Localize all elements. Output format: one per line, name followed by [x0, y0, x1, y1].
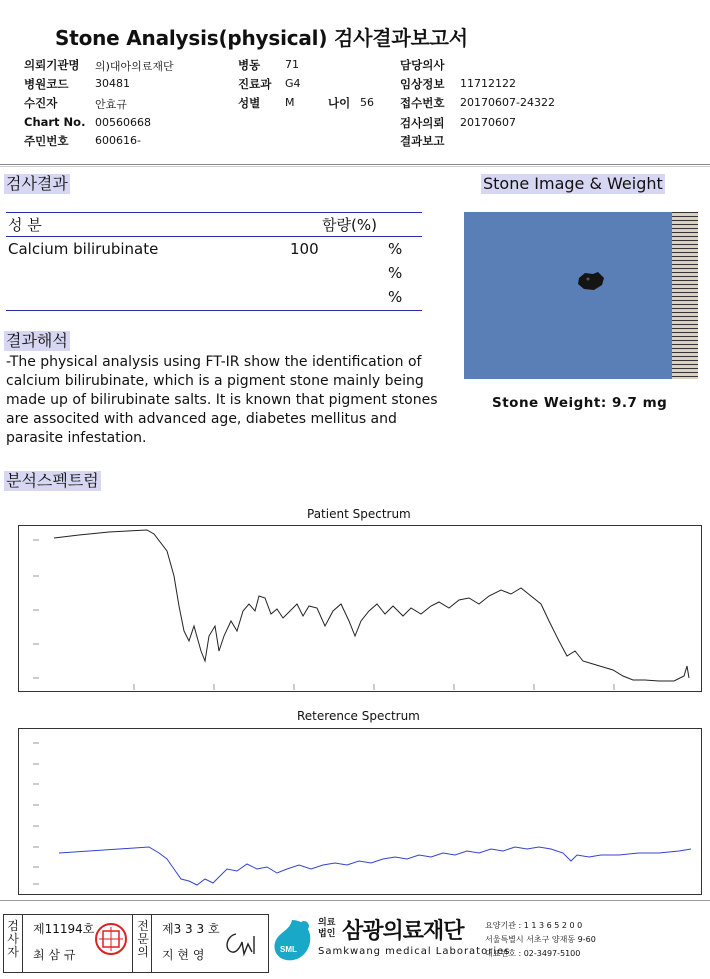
- results-table-header-line: [6, 236, 422, 237]
- resident-value: 600616-: [95, 134, 141, 147]
- report-title: Stone Analysis(physical) 검사결과보고서: [55, 26, 468, 50]
- institution-label: 의뢰기관명: [24, 58, 80, 72]
- examiner-seal-icon: [94, 922, 128, 956]
- stone-weight-label: Stone Weight:: [492, 395, 607, 411]
- patient-spectrum-plot: [18, 525, 702, 692]
- clinical-value: 11712122: [460, 77, 516, 90]
- sex-label: 성별: [238, 96, 261, 110]
- approver-license-no: 제3 3 3 호: [162, 922, 220, 936]
- header-divider-shadow: [0, 166, 710, 167]
- result-value-1: 100: [290, 240, 319, 258]
- dept-label: 진료과: [238, 77, 272, 91]
- examiner-license-no: 제11194호: [33, 922, 95, 936]
- stone-weight: [492, 395, 667, 411]
- stone-photo: [464, 212, 698, 379]
- org-prefix-bottom: 법인: [318, 929, 336, 939]
- doctor-label: 담당의사: [400, 58, 445, 72]
- result-unit-2: %: [388, 264, 403, 282]
- org-prefix-top: 의료: [318, 918, 336, 928]
- patient-value: 안효규: [95, 98, 127, 111]
- age-label: 나이: [328, 96, 351, 110]
- org-address: 서울특별시 서초구 양재동 9-60: [485, 935, 596, 944]
- results-section-title: 검사결과: [6, 174, 68, 193]
- reference-spectrum-svg: [19, 729, 701, 894]
- hospital-code-label: 병원코드: [24, 77, 69, 91]
- chart-label: Chart No.: [24, 115, 86, 129]
- stone-weight-value: 9.7 mg: [611, 395, 668, 411]
- ward-label: 병동: [238, 58, 261, 72]
- results-table-bottom-line: [6, 310, 422, 311]
- institution-value: 의)대아의료재단: [95, 60, 174, 73]
- results-col-component: 성 분: [8, 216, 42, 234]
- stone-specimen-icon: [576, 270, 606, 292]
- stone-section-title: Stone Image & Weight: [483, 174, 663, 193]
- age-value: 56: [360, 96, 374, 109]
- ruler-scale: [672, 212, 698, 379]
- ward-value: 71: [285, 58, 299, 71]
- request-value: 20170607: [460, 116, 516, 129]
- receipt-value: 20170607-24322: [460, 96, 555, 109]
- patient-spectrum-title: Patient Spectrum: [307, 507, 411, 521]
- footer: [0, 906, 710, 979]
- header-divider: [0, 164, 710, 165]
- patient-spectrum-svg: [19, 526, 701, 691]
- reference-spectrum-plot: [18, 728, 702, 895]
- org-name: 삼광의료재단: [342, 919, 464, 944]
- footer-divider: [0, 900, 710, 901]
- examiner-vertical-label: 검사자: [7, 919, 19, 959]
- request-label: 검사의뢰: [400, 116, 445, 130]
- approver-signature-icon: [222, 928, 262, 958]
- org-english-name: Samkwang medical Laboratories: [318, 946, 511, 957]
- reference-spectrum-title: Reterence Spectrum: [297, 709, 420, 723]
- spectrum-section-title: 분석스펙트럼: [6, 471, 99, 490]
- interpretation-section-title: 결과해석: [6, 331, 68, 350]
- org-prefix: [318, 918, 335, 940]
- hospital-code-value: 30481: [95, 77, 130, 90]
- logo-badge-text: SML: [280, 945, 297, 954]
- report-label: 결과보고: [400, 134, 445, 148]
- patient-label: 수진자: [24, 96, 58, 110]
- result-component-1: Calcium bilirubinate: [8, 240, 159, 258]
- examiner-name: 최 삼 규: [33, 948, 76, 962]
- result-unit-1: %: [388, 240, 403, 258]
- approver-name: 지 현 영: [162, 948, 205, 962]
- results-col-content: 함량(%): [322, 216, 377, 234]
- resident-label: 주민번호: [24, 134, 69, 148]
- results-table-top-line: [6, 212, 422, 213]
- result-unit-3: %: [388, 288, 403, 306]
- samkwang-logo-icon: [270, 916, 314, 966]
- chart-value: 00560668: [95, 116, 151, 129]
- org-phone: 대표번호 : 02-3497-5100: [485, 949, 581, 958]
- org-code: 요양기관 : 1 1 3 6 5 2 0 0: [485, 921, 583, 930]
- dept-value: G4: [285, 77, 301, 90]
- clinical-label: 임상정보: [400, 77, 445, 91]
- interpretation-text: -The physical analysis using FT-IR show the identification of calcium bilirubinate, which is a pigment stone mainly being made up of bilirubinate salts. It is known that pigment stones are associted with advanced age, diabetes mellitus and parasite infestation.: [6, 354, 438, 446]
- sex-value: M: [285, 96, 295, 109]
- receipt-label: 접수번호: [400, 96, 445, 110]
- approver-vertical-label: 전문의: [137, 919, 149, 959]
